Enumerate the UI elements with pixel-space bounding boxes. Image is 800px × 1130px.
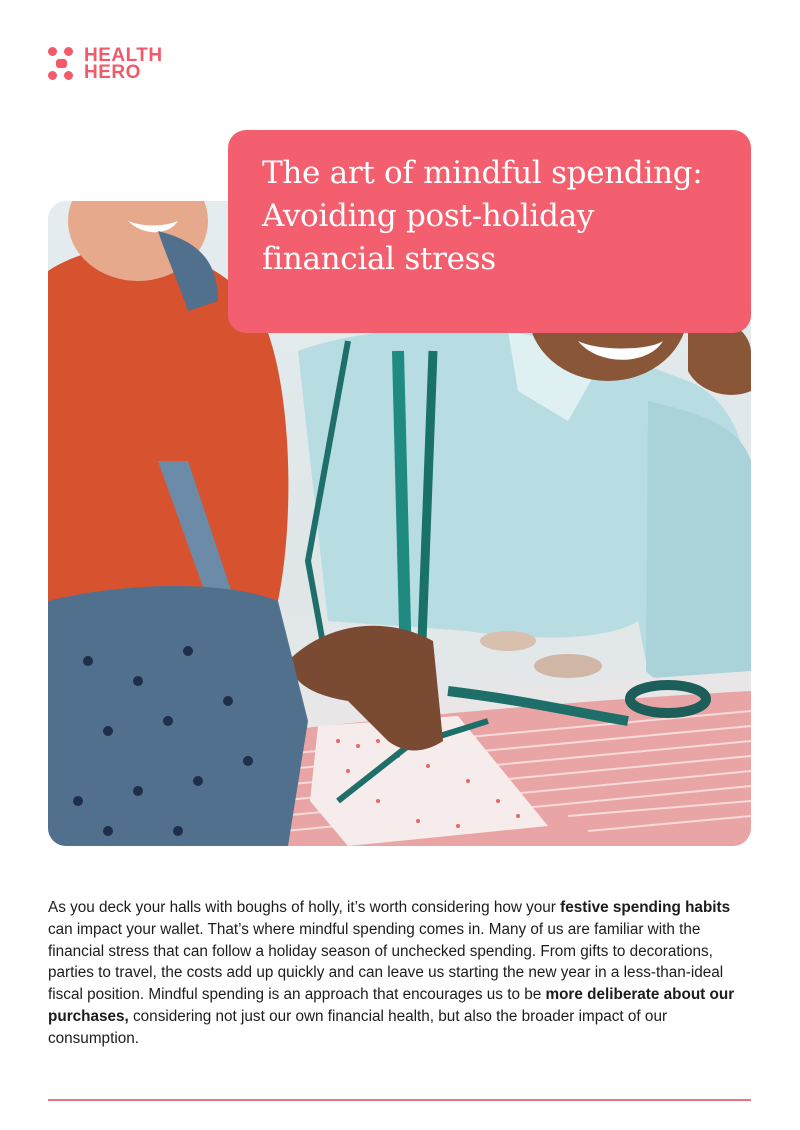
- intro-paragraph: [48, 897, 754, 1049]
- footer-divider: [48, 1099, 751, 1101]
- intro-segment-4-bold: more deliberate about our purchases,: [48, 986, 735, 1025]
- intro-segment-1: As you deck your halls with boughs of holly, it’s worth considering how your: [48, 899, 561, 917]
- intro-segment-5: considering not just our own financial health, but also the broader impact of our consumption.: [48, 1007, 668, 1047]
- logo-line-1: HEALTH: [84, 45, 163, 66]
- title-card: [228, 130, 751, 333]
- title-line-2: Avoiding post-holiday: [262, 198, 594, 234]
- brand-logo: [48, 46, 163, 82]
- page-title: [262, 152, 717, 281]
- health-hero-logo-icon: [48, 46, 76, 82]
- logo-wordmark: [84, 47, 163, 81]
- intro-segment-3: can impact your wallet. That’s where mindful spending comes in. Many of us are familiar with the financial stress that can follow a holiday season of unchecked spending. From gifts to decorations, parties to travel, the costs add up quickly and can leave us starting the new year in a less-than-ideal fiscal position. Mindful spending is an approach that encourages us to be: [48, 921, 724, 1004]
- title-line-1: The art of mindful spending:: [262, 155, 703, 191]
- intro-segment-2-bold: festive spending habits: [560, 899, 731, 917]
- logo-line-2: HERO: [84, 62, 141, 83]
- title-line-3: financial stress: [262, 241, 496, 277]
